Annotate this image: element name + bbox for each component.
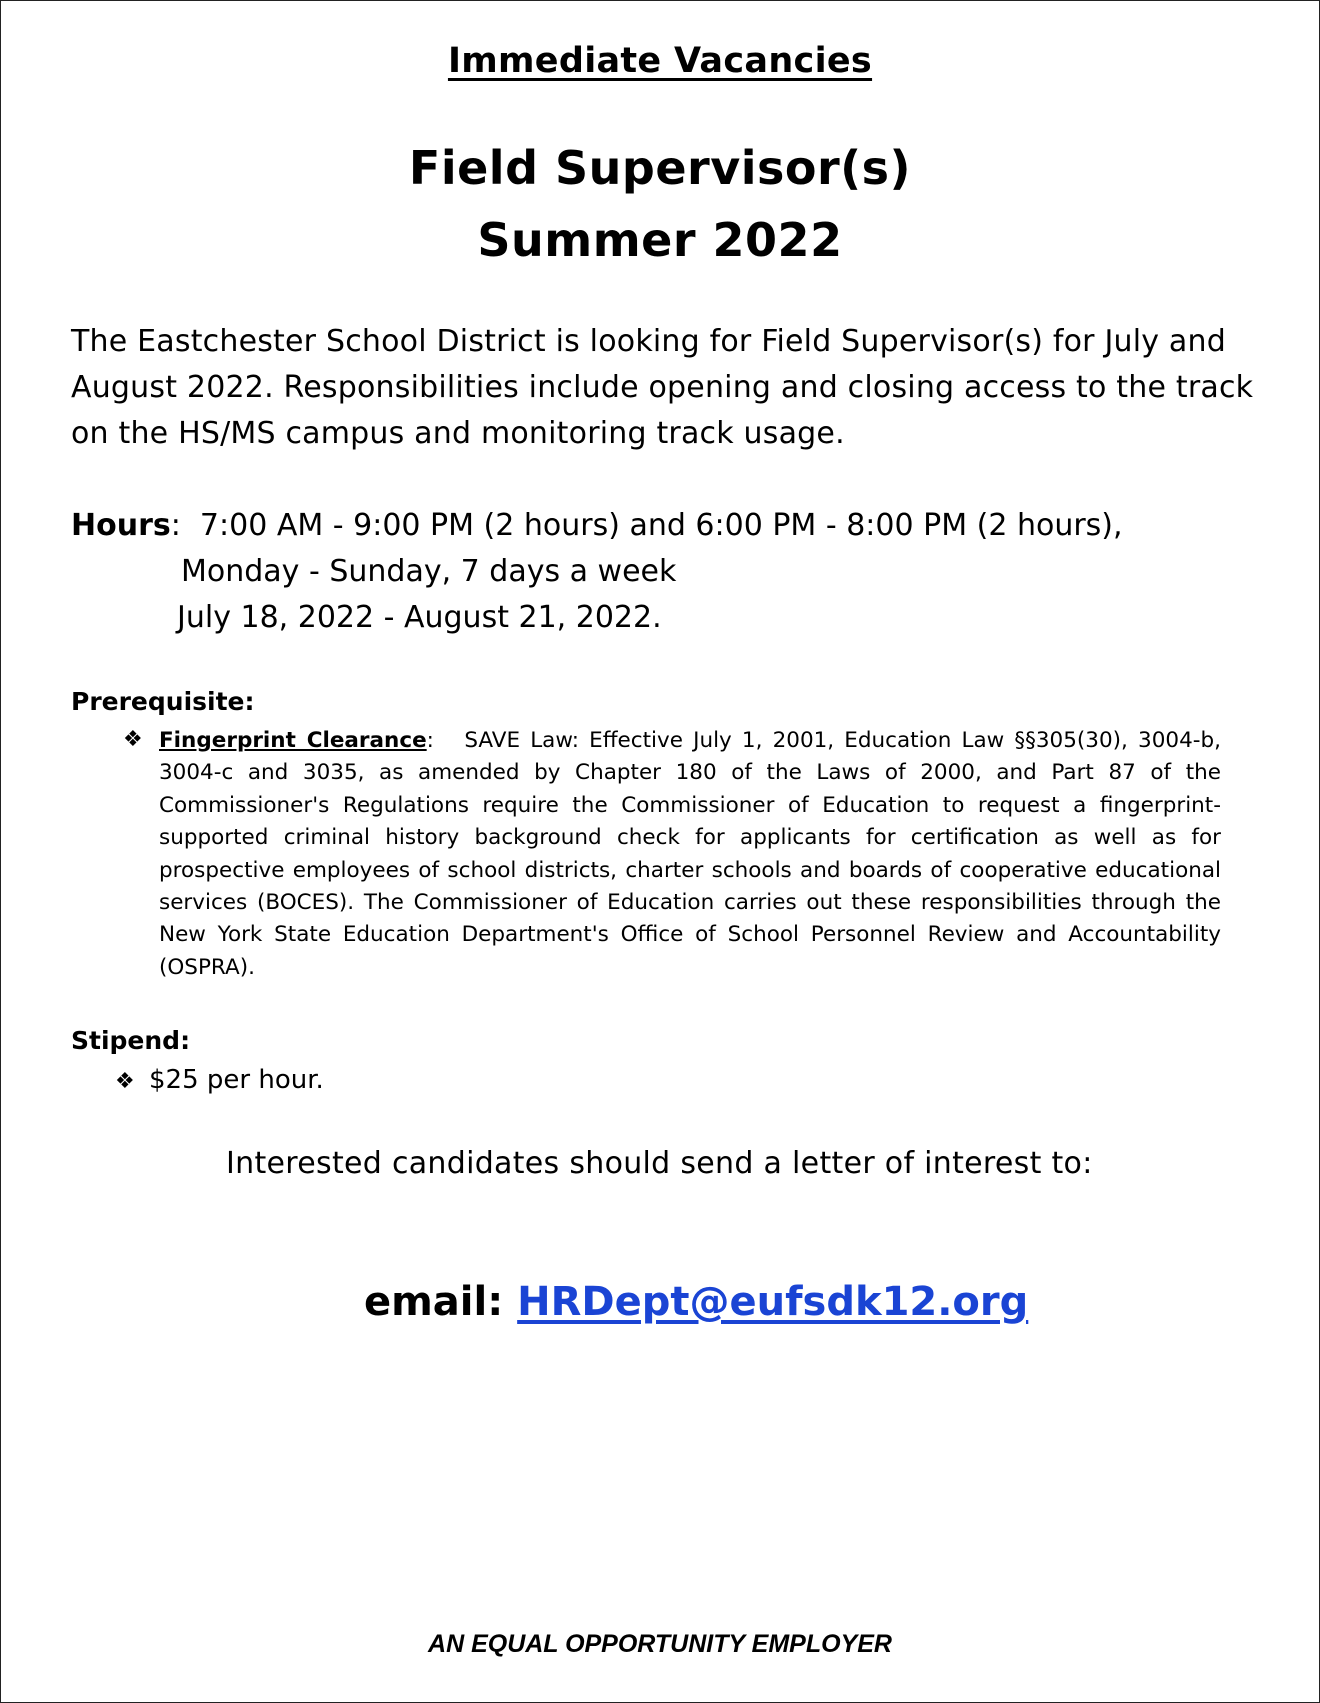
stipend-label: Stipend:	[71, 1026, 191, 1055]
stipend-amount: $25 per hour.	[149, 1065, 324, 1095]
intro-line: The Eastchester School District is looking for Field Supervisor(s) for July and	[71, 324, 1226, 359]
diamond-bullet-icon: ❖	[123, 727, 143, 752]
hours-block	[71, 503, 1123, 641]
intro-line: on the HS/MS campus and monitoring track usage.	[71, 416, 845, 451]
fingerprint-clearance-title: Fingerprint Clearance	[159, 728, 427, 753]
email-link[interactable]: HRDept@eufsdk12.org	[517, 1279, 1029, 1325]
email-line	[364, 1279, 1028, 1325]
hours-dates: July 18, 2022 - August 21, 2022.	[177, 600, 662, 635]
prerequisite-colon: :	[426, 728, 465, 753]
hours-label: Hours	[71, 508, 171, 543]
intro-paragraph	[71, 319, 1286, 457]
hours-line: 7:00 AM - 9:00 PM (2 hours) and 6:00 PM - 8:00 PM (2 hours),	[199, 508, 1123, 543]
job-title: Field Supervisor(s)	[408, 141, 912, 195]
hours-colon: :	[170, 508, 200, 543]
diamond-bullet-icon: ❖	[115, 1069, 135, 1094]
email-label: email:	[364, 1279, 504, 1325]
prerequisite-text: SAVE Law: Effective July 1, 2001, Education Law §§305(30), 3004-b, 3004-c and 3035, as amended by Chapter 180 of the Laws of 2000, and Part 87 of the Commissioner's Regulations require the Commissioner of Education to request a fingerprint-supported criminal history background check for applicants for certification as well as for prospective employees of school districts, charter schools and boards of cooperative educational services (BOCES). The Commissioner of Education carries out these responsibilities through the New York State Education Department's Office of School Personnel Review and Accountability (OSPRA).	[159, 728, 1221, 980]
prerequisite-item	[159, 725, 1221, 984]
prerequisite-label: Prerequisite:	[71, 687, 255, 716]
interest-instructions: Interested candidates should send a letter of interest to:	[226, 1146, 1093, 1181]
page-heading: Immediate Vacancies	[447, 41, 873, 81]
equal-opportunity-footer: AN EQUAL OPPORTUNITY EMPLOYER	[428, 1630, 892, 1658]
job-season: Summer 2022	[477, 213, 843, 267]
hours-days: Monday - Sunday, 7 days a week	[181, 554, 677, 589]
intro-line: August 2022. Responsibilities include opening and closing access to the track	[71, 370, 1254, 405]
